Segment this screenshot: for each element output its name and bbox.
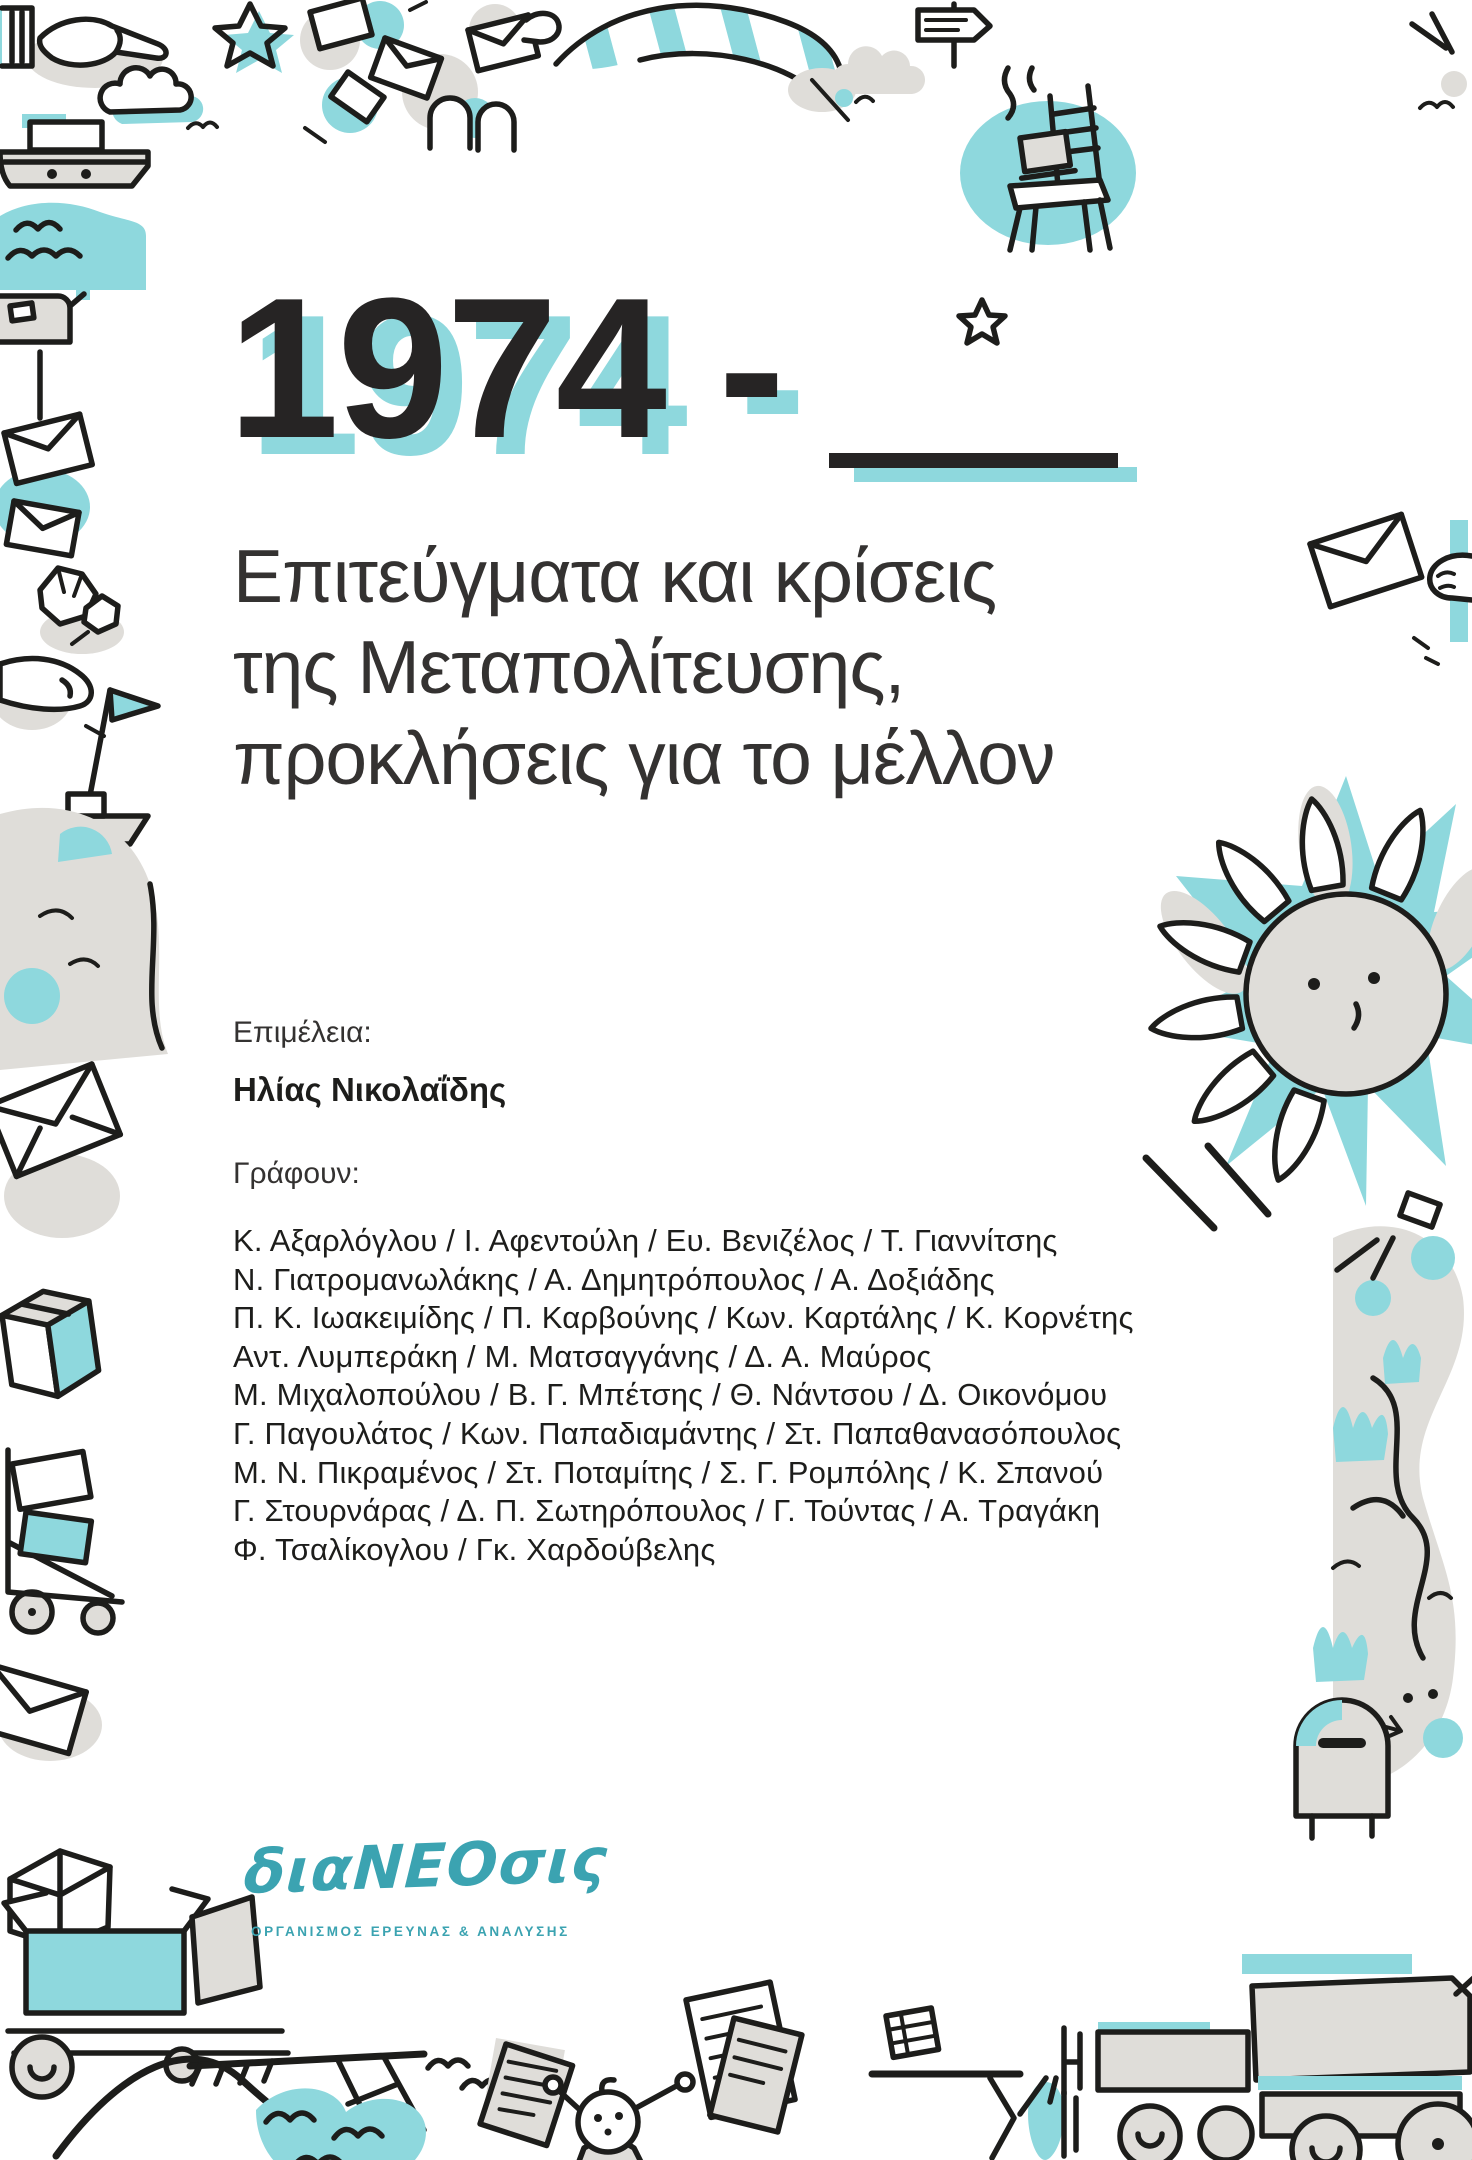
signpost-icon [910,0,1002,72]
mail-van-icon [1242,1954,1472,2160]
envelope-icon [0,1625,130,1783]
boat-icon [0,106,150,201]
chair-laptop-icon [948,68,1138,256]
authors-line: Μ. Ν. Πικραμένος / Στ. Ποταμίτης / Σ. Γ. Ρομπόλης / Κ. Σπανού [233,1454,1104,1490]
dianeosis-logo: διαΝΕΟσις [242,1825,610,1908]
editor-name: Ηλίας Νικολαΐδης [233,1071,507,1108]
cover-subtitle [233,531,1054,804]
mailbox-icon [0,280,96,422]
cover-title-year: 1974 - [228,257,784,480]
corner-scribble-icon [1402,12,1472,140]
authors-line: Γ. Παγουλάτος / Κων. Παπαδιαμάντης / Στ. Παπαθανασόπουλος [233,1415,1122,1451]
authors-line: Κ. Αξαρλόγλου / Ι. Αφεντούλη / Ευ. Βενιζέλος / Τ. Γιαννίτσης [233,1223,1058,1258]
authors-line: Φ. Τσαλίκογλου / Γκ. Χαρδούβελης [233,1531,716,1567]
gray-blob-icon [0,794,182,1074]
authors-line: Π. Κ. Ιωακειμίδης / Π. Καρβούνης / Κων. Καρτάλης / Κ. Κορνέτης [233,1300,1134,1336]
hand-envelope-icon [462,2,562,102]
title-blank-shadow [854,467,1137,482]
authors-line: Αντ. Λυμπεράκη / Μ. Ματσαγγάνης / Δ. Α. Μαύρος [233,1338,932,1374]
subtitle-line: προκλήσεις για το μέλλον [233,716,1055,800]
cart-wheels-icon [1056,2022,1266,2160]
letter-sheets-icon [676,1984,818,2160]
striped-cone-icon [550,0,850,134]
subtitle-line: της Μεταπολίτευσης, [233,625,905,709]
authors-line: Γ. Στουρνάρας / Δ. Π. Σωτηρόπουλος / Γ. Τούντας / Α. Τραγάκη [233,1493,1101,1529]
package-icon [0,1285,112,1435]
editor-label: Επιμέλεια: [233,1016,372,1049]
star-icon [205,0,295,74]
flipped-junk-icon [868,2006,1078,2160]
dianeosis-tagline: ΟΡΓΑΝΙΣΜΟΣ ΕΡΕΥΝΑΣ & ΑΝΑΛΥΣΗΣ [251,1924,570,1939]
star-outline-icon [956,298,1008,350]
waves-icon [0,194,150,292]
authors-label: Γράφουν: [233,1157,360,1190]
authors-line: Ν. Γιατρομανωλάκης / Α. Δημητρόπουλος / Α. Δοξιάδης [233,1261,995,1297]
ballot-envelope-icon [1298,512,1472,682]
authors-list [233,1222,1134,1569]
authors-line: Μ. Μιχαλοπούλου / Β. Γ. Μπέτσης / Θ. Νάντσου / Δ. Οικονόμου [233,1377,1108,1413]
big-envelope-icon [0,1072,145,1264]
gray-cloud-icon [826,32,918,110]
sun-face-icon [1116,726,1472,1240]
round-mailbox-icon [1280,1684,1414,1842]
hand-truck-icon [0,1420,145,1642]
subtitle-line: Επιτεύγματα και κρίσεις [233,534,997,618]
title-blank-line [829,453,1118,468]
